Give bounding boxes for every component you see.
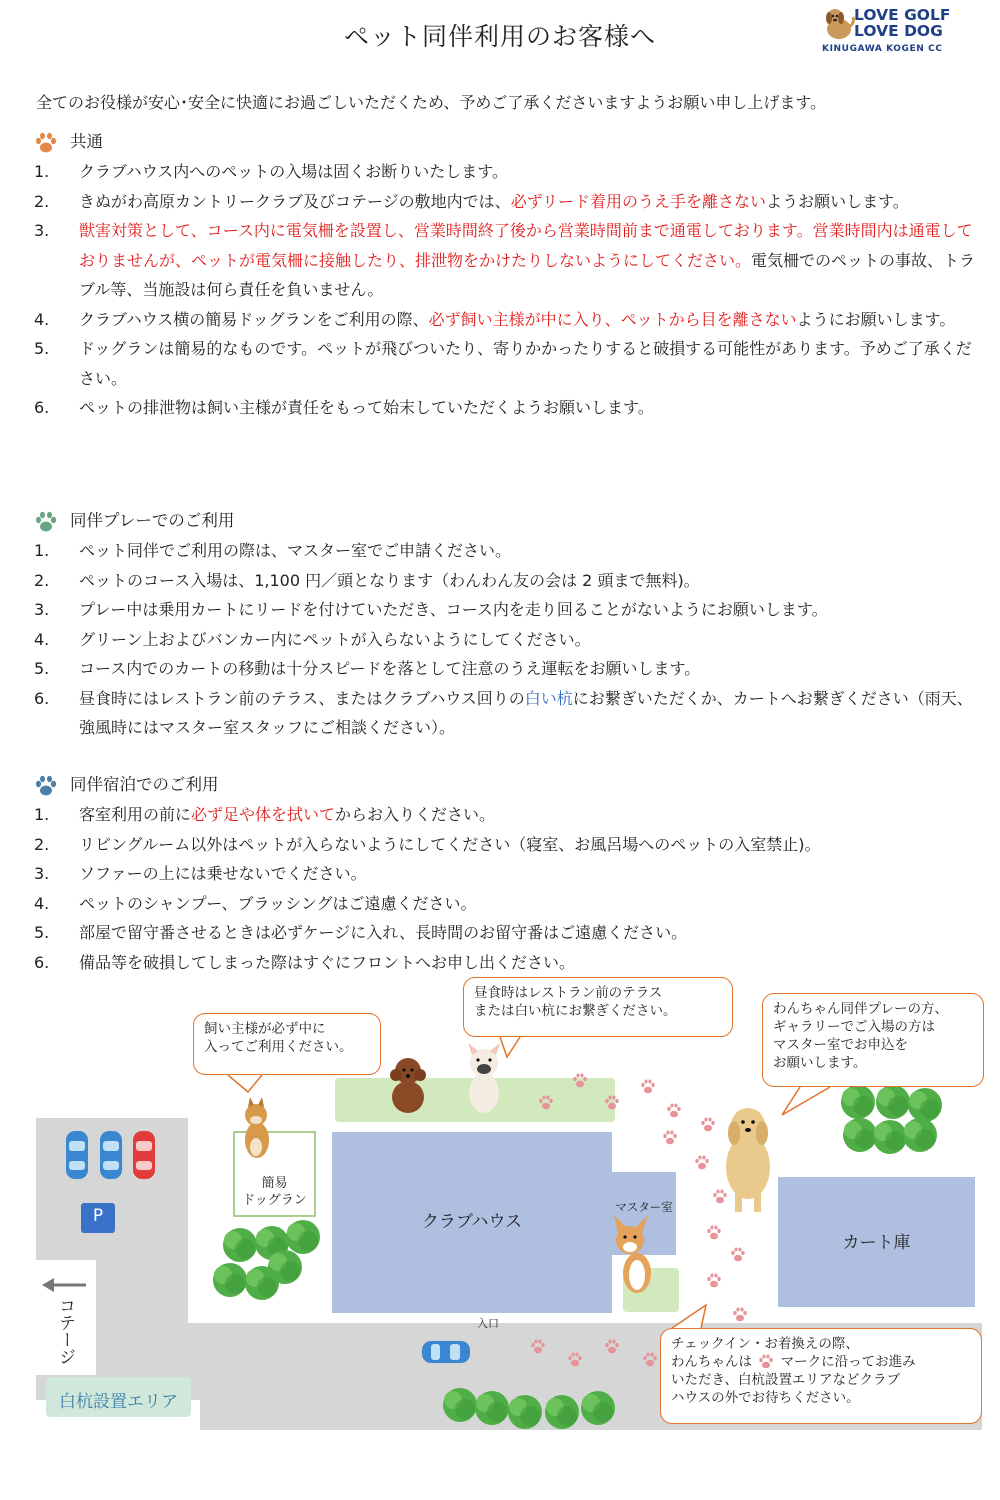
bubble-play: わんちゃん同伴プレーの方、 ギャラリーでご入場の方は マスター室でお申込を お願いします。 — [762, 993, 984, 1087]
rule-item — [34, 859, 984, 889]
rule-item — [34, 216, 984, 305]
rule-item — [34, 157, 984, 187]
master-room-label: マスター室 — [615, 1200, 673, 1214]
cottage-label: コテージ — [55, 1297, 75, 1365]
rule-item — [34, 948, 984, 978]
dog-logo-icon — [822, 5, 856, 43]
rule-number: 6. — [34, 952, 50, 972]
rule-number: 3. — [34, 864, 50, 883]
rule-text: 部屋で留守番させるときは必ずケージに入れ、長時間のお留守番はご遠慮ください。 — [79, 923, 688, 942]
rule-text: からお入りください。 — [335, 805, 496, 824]
rule-item — [34, 654, 984, 684]
section-stay — [34, 770, 984, 977]
section-heading — [34, 506, 984, 536]
rule-item — [34, 393, 984, 423]
bubble-checkin — [660, 1328, 982, 1424]
rule-text: きぬがわ高原カントリークラブ及びコテージの敷地内では、 — [79, 191, 511, 211]
rule-item — [34, 566, 984, 596]
bubble-owner: 飼い主様が必ず中に 入ってご利用ください。 — [193, 1013, 381, 1075]
rule-number: 4. — [34, 629, 50, 649]
logo-line-3: KINUGAWA KOGEN CC — [822, 44, 943, 54]
rule-highlight: 必ず足や体を拭いて — [191, 805, 336, 824]
rule-number: 2. — [34, 570, 50, 590]
paw-icon — [34, 511, 58, 533]
rule-item — [34, 595, 984, 625]
rule-text: コース内でのカートの移動は十分スピードを落として注意のうえ運転をお願いします。 — [79, 659, 701, 678]
rule-text: 客室利用の前に — [79, 805, 192, 824]
rule-text: 電気柵でのペットの事故、トラブル等、当施設は何ら責任を負いません。 — [79, 250, 976, 299]
section-heading — [34, 770, 984, 800]
paw-icon — [34, 775, 58, 797]
rule-number: 1. — [34, 805, 50, 824]
rule-text: リビングルーム以外はペットが入らないようにしてください（寝室、お風呂場へのペットの入室禁止)。 — [79, 834, 821, 854]
page-title: ペット同伴利用のお客様へ — [343, 22, 656, 51]
rule-number: 5. — [34, 923, 50, 942]
checkin-line-2 — [671, 1353, 971, 1371]
rule-number: 3. — [34, 221, 50, 240]
rule-item — [34, 918, 984, 948]
rule-text: クラブハウス横の簡易ドッグランをご利用の際、 — [79, 309, 429, 329]
section-title: 同伴プレーでのご利用 — [70, 511, 235, 530]
rule-number: 2. — [34, 191, 50, 211]
checkin-line-2a: わんちゃんは — [671, 1354, 752, 1370]
rule-number: 5. — [34, 339, 50, 358]
logo-line-2: LOVE DOG — [854, 22, 943, 40]
rule-text: ソファーの上には乗せないでください。 — [79, 864, 367, 883]
rule-item — [34, 334, 984, 393]
rule-number: 5. — [34, 659, 50, 678]
parking-label: P — [92, 1206, 104, 1226]
section-title: 同伴宿泊でのご利用 — [70, 775, 219, 794]
shiba-dog-illustration — [245, 1097, 269, 1158]
logo — [822, 5, 982, 67]
section-common — [34, 127, 984, 423]
rule-item — [34, 536, 984, 566]
rule-item — [34, 889, 984, 919]
rule-text: クラブハウス内へのペットの入場は固くお断りいたします。 — [79, 162, 508, 181]
rule-text: グリーン上およびバンカー内にペットが入らないようにしてください。 — [79, 629, 591, 649]
checkin-line-1: チェックイン・お着換えの際、 — [671, 1336, 859, 1352]
rule-highlight: 必ず飼い主様が中に入り、ペットから目を離さない — [428, 309, 797, 329]
paw-mark-icon — [758, 1354, 774, 1368]
rule-item — [34, 187, 984, 217]
rule-number: 3. — [34, 600, 50, 619]
rule-number: 6. — [34, 398, 50, 417]
rule-text: 備品等を破損してしまった際はすぐにフロントへお申し出ください。 — [79, 952, 576, 972]
rule-text: ようお願いします。 — [766, 191, 909, 211]
rule-number: 4. — [34, 309, 50, 329]
rule-number: 1. — [34, 541, 50, 560]
rule-item — [34, 830, 984, 860]
rules-list — [34, 536, 984, 743]
white-post-area-label: 白杭設置エリア — [59, 1392, 178, 1412]
rule-text: ドッグランは簡易的なものです。ペットが飛びついたり、寄りかかったりすると破損する可能性があります。予めご了承ください。 — [79, 339, 972, 388]
checkin-line-2b: マークに沿ってお進み — [780, 1354, 916, 1370]
rule-text: ペット同伴でご利用の際は、マスター室でご申請ください。 — [79, 541, 512, 560]
rule-item — [34, 625, 984, 655]
rule-item — [34, 684, 984, 743]
intro-text: 全てのお役様が安心･安全に快適にお過ごしいただくため、予めご了承くださいますようお願い申し上げます。 — [36, 93, 827, 112]
rule-highlight: 獣害対策として、コース内に電気柵を設置し、営業時間終了後から営業時間前まで通電しております。営業時間内は通電しておりませんが、ペットが電気柵に接触したり、排泄物をかけたりしないようにしてください。 — [79, 221, 973, 270]
cart-garage-label: カート庫 — [842, 1233, 911, 1253]
rule-highlight: 白い杭 — [524, 688, 573, 708]
rules-list — [34, 157, 984, 423]
paw-icon — [34, 132, 58, 154]
rule-text: プレー中は乗用カートにリードを付けていただき、コース内を走り回ることがないようにお願いします。 — [79, 600, 828, 619]
rules-list — [34, 800, 984, 977]
dogrun-label: 簡易 ドッグラン — [242, 1176, 307, 1208]
rule-item — [34, 800, 984, 830]
rule-number: 4. — [34, 893, 50, 913]
section-title: 共通 — [70, 132, 103, 151]
facility-map — [0, 975, 1000, 1500]
bubble-lunch: 昼食時はレストラン前のテラス または白い杭にお繋ぎください。 — [463, 977, 733, 1037]
rule-text: 昼食時にはレストラン前のテラス、またはクラブハウス回りの — [79, 688, 525, 708]
rule-number: 6. — [34, 688, 50, 708]
rule-text: ようにお願いします。 — [796, 309, 956, 329]
section-play — [34, 506, 984, 743]
rule-text: ペットのシャンプー、ブラッシングはご遠慮ください。 — [79, 893, 477, 913]
rule-number: 1. — [34, 162, 50, 181]
rule-text: にお繋ぎいただくか、カートへお繋ぎください（雨天、強風時にはマスター室スタッフにご相談ください）。 — [79, 688, 973, 737]
logo-line-1: LOVE GOLF — [854, 6, 951, 24]
rule-text: ペットの排泄物は飼い主様が責任をもって始末していただくようお願いします。 — [79, 398, 654, 417]
clubhouse-label: クラブハウス — [421, 1212, 523, 1232]
entrance-label: 入口 — [477, 1317, 499, 1330]
section-heading — [34, 127, 984, 157]
rule-number: 2. — [34, 834, 50, 854]
golden-retriever-illustration — [726, 1108, 770, 1212]
rule-text: ペットのコース入場は、1,100 円／頭となります（わんわん友の会は 2 頭まで無料)。 — [79, 570, 700, 590]
checkin-line-3: いただき、白杭設置エリアなどクラブ ハウスの外でお待ちください。 — [671, 1372, 900, 1406]
rule-highlight: 必ずリード着用のうえ手を離さない — [510, 191, 767, 211]
rule-item — [34, 305, 984, 335]
